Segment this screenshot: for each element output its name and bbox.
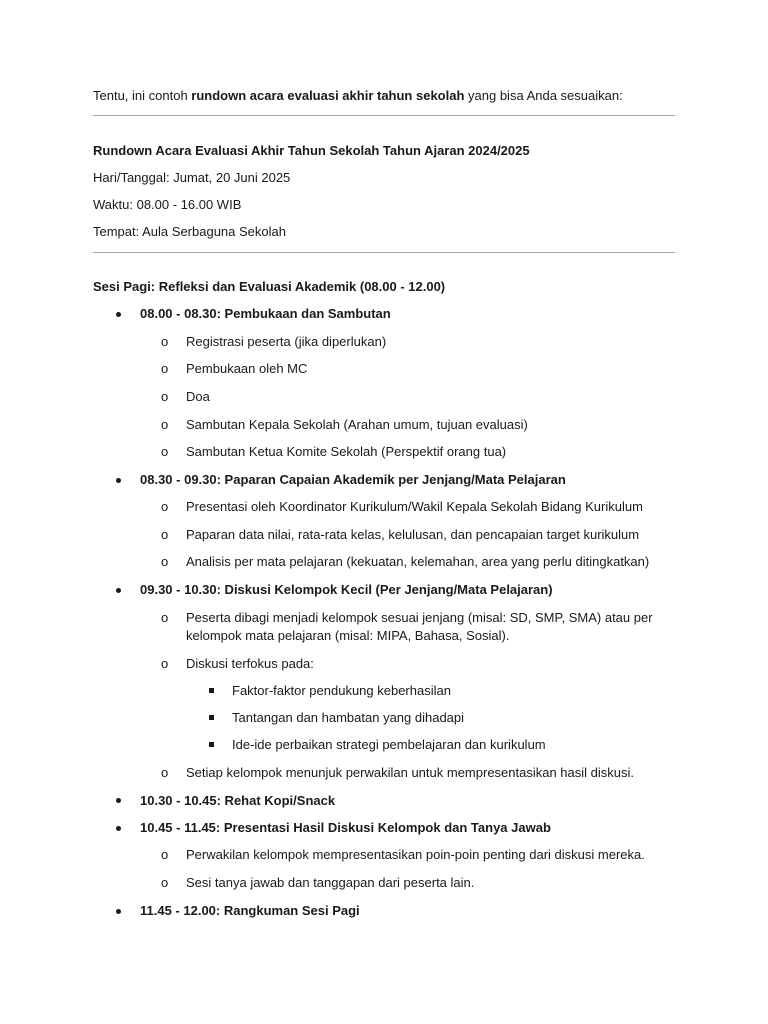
bullet-dot — [116, 588, 121, 593]
bullet-o: o — [161, 610, 169, 625]
agenda-subitem-continuation: kelompok mata pelajaran (misal: MIPA, Bahasa, Sosial). — [186, 628, 510, 643]
bullet-o: o — [161, 554, 169, 569]
agenda-item-heading: 11.45 - 12.00: Rangkuman Sesi Pagi — [140, 903, 360, 918]
bullet-square — [209, 688, 214, 693]
agenda-item-heading: 10.45 - 11.45: Presentasi Hasil Diskusi Kelompok dan Tanya Jawab — [140, 820, 551, 835]
agenda-item-heading: 08.30 - 09.30: Paparan Capaian Akademik per Jenjang/Mata Pelajaran — [140, 472, 566, 487]
event-title: Rundown Acara Evaluasi Akhir Tahun Sekolah Tahun Ajaran 2024/2025 — [93, 143, 530, 158]
bullet-o: o — [161, 361, 169, 376]
agenda-item-heading: 09.30 - 10.30: Diskusi Kelompok Kecil (Per Jenjang/Mata Pelajaran) — [140, 582, 553, 597]
intro-paragraph — [93, 87, 623, 105]
bullet-o: o — [161, 765, 169, 780]
bullet-square — [209, 715, 214, 720]
agenda-subitem: Sesi tanya jawab dan tanggapan dari peserta lain. — [186, 875, 475, 890]
agenda-subitem: Diskusi terfokus pada: — [186, 656, 314, 671]
agenda-item-heading: 08.00 - 08.30: Pembukaan dan Sambutan — [140, 306, 391, 321]
bullet-dot — [116, 909, 121, 914]
bullet-dot — [116, 798, 121, 803]
agenda-subitem: Pembukaan oleh MC — [186, 361, 308, 376]
event-time: Waktu: 08.00 - 16.00 WIB — [93, 197, 242, 212]
intro-prefix: Tentu, ini contoh — [93, 88, 192, 103]
bullet-o: o — [161, 527, 169, 542]
agenda-subsubitem: Ide-ide perbaikan strategi pembelajaran dan kurikulum — [232, 737, 546, 752]
intro-suffix: yang bisa Anda sesuaikan: — [464, 88, 623, 103]
bullet-o: o — [161, 847, 169, 862]
bullet-o: o — [161, 656, 169, 671]
agenda-subitem: Sambutan Ketua Komite Sekolah (Perspektif orang tua) — [186, 444, 507, 459]
intro-bold: rundown acara evaluasi akhir tahun sekolah — [191, 88, 465, 103]
session-title: Sesi Pagi: Refleksi dan Evaluasi Akademik (08.00 - 12.00) — [93, 279, 446, 294]
bullet-square — [209, 742, 214, 747]
agenda-subitem: Paparan data nilai, rata-rata kelas, kelulusan, dan pencapaian target kurikulum — [186, 527, 640, 542]
bullet-o: o — [161, 417, 169, 432]
agenda-subsubitem: Faktor-faktor pendukung keberhasilan — [232, 683, 451, 698]
agenda-subitem: Analisis per mata pelajaran (kekuatan, kelemahan, area yang perlu ditingkatkan) — [186, 554, 650, 569]
bullet-dot — [116, 478, 121, 483]
agenda-subitem: Registrasi peserta (jika diperlukan) — [186, 334, 387, 349]
event-date: Hari/Tanggal: Jumat, 20 Juni 2025 — [93, 170, 291, 185]
bullet-dot — [116, 312, 121, 317]
agenda-subitem: Sambutan Kepala Sekolah (Arahan umum, tujuan evaluasi) — [186, 417, 528, 432]
bullet-o: o — [161, 444, 169, 459]
agenda-subitem: Doa — [186, 389, 210, 404]
agenda-item-heading: 10.30 - 10.45: Rehat Kopi/Snack — [140, 793, 336, 808]
bullet-o: o — [161, 334, 169, 349]
divider — [93, 252, 675, 253]
event-place: Tempat: Aula Serbaguna Sekolah — [93, 224, 286, 239]
agenda-subsubitem: Tantangan dan hambatan yang dihadapi — [232, 710, 465, 725]
bullet-o: o — [161, 389, 169, 404]
agenda-subitem: Peserta dibagi menjadi kelompok sesuai jenjang (misal: SD, SMP, SMA) atau per — [186, 610, 653, 625]
agenda-subitem: Perwakilan kelompok mempresentasikan poin-poin penting dari diskusi mereka. — [186, 847, 645, 862]
agenda-subitem: Presentasi oleh Koordinator Kurikulum/Wakil Kepala Sekolah Bidang Kurikulum — [186, 499, 643, 514]
bullet-o: o — [161, 875, 169, 890]
agenda-subitem: Setiap kelompok menunjuk perwakilan untuk mempresentasikan hasil diskusi. — [186, 765, 635, 780]
bullet-o: o — [161, 499, 169, 514]
divider — [93, 115, 675, 116]
bullet-dot — [116, 826, 121, 831]
